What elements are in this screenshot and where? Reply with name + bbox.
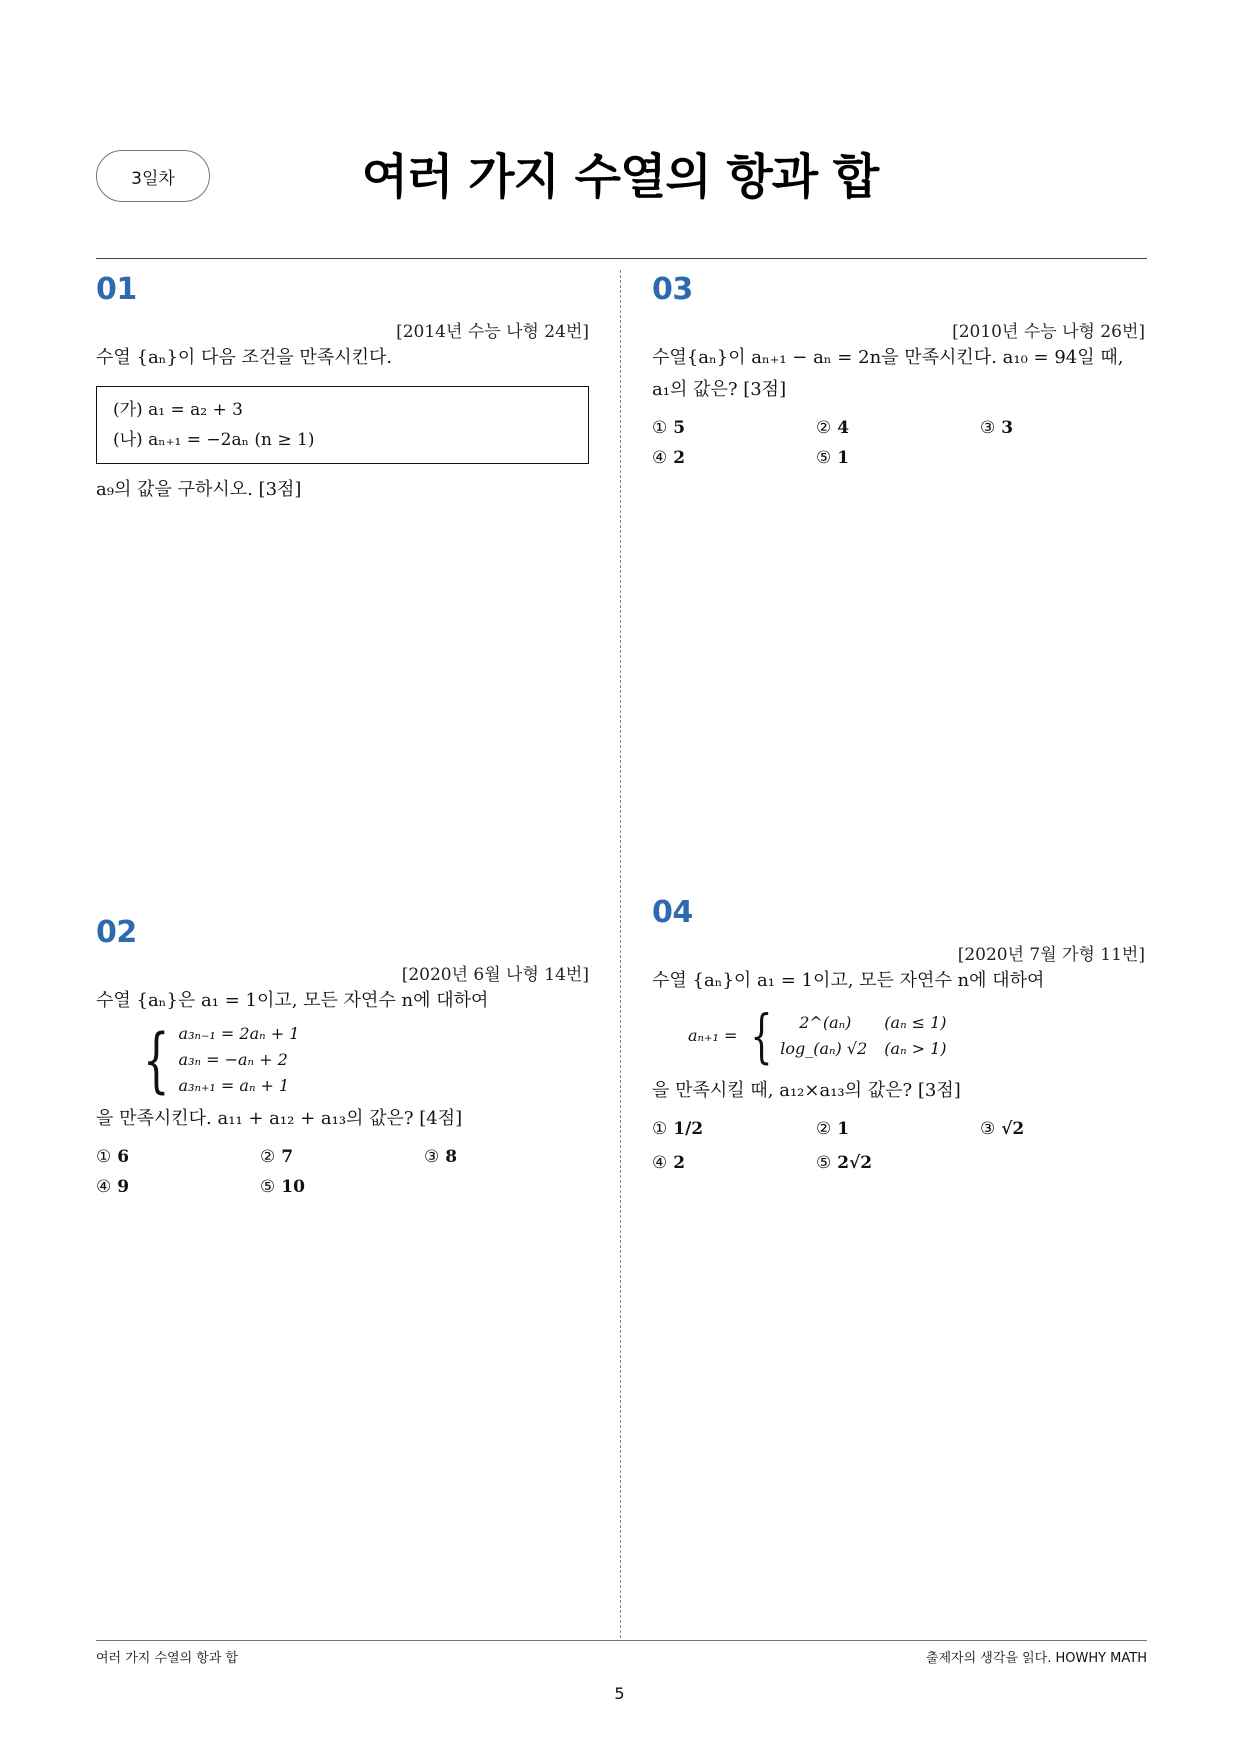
answer-choices bbox=[96, 1147, 589, 1197]
problem-intro: 수열 {aₙ}은 a₁ = 1이고, 모든 자연수 n에 대하여 bbox=[96, 990, 489, 1011]
condition-na: (나) aₙ₊₁ = −2aₙ (n ≥ 1) bbox=[113, 430, 315, 450]
piecewise-lhs: aₙ₊₁ = bbox=[688, 1026, 738, 1045]
choice-value: 5 bbox=[673, 418, 686, 438]
choice-4[interactable] bbox=[652, 1153, 816, 1173]
case-expr: log_(aₙ) √2 bbox=[780, 1039, 868, 1058]
problem-01 bbox=[96, 272, 589, 506]
choice-value: 6 bbox=[117, 1147, 130, 1167]
column-divider bbox=[620, 270, 621, 1638]
problem-source: [2010년 수능 나형 26번] bbox=[952, 322, 1145, 342]
problem-question: a₉의 값을 구하시오. [3점] bbox=[96, 479, 302, 500]
case-line: a₃ₙ₊₁ = aₙ + 1 bbox=[178, 1076, 290, 1095]
problem-intro: 수열{aₙ}이 aₙ₊₁ − aₙ = 2n을 만족시킨다. a₁₀ = 94일 때, bbox=[652, 347, 1124, 368]
choice-value: 8 bbox=[445, 1147, 458, 1167]
footer-divider bbox=[96, 1640, 1147, 1641]
case-expr: 2^(aₙ) bbox=[799, 1013, 852, 1032]
choice-3[interactable] bbox=[424, 1147, 588, 1167]
choice-mark: ① bbox=[652, 418, 668, 438]
left-brace: { bbox=[142, 1019, 170, 1101]
choice-value: 1 bbox=[837, 1119, 850, 1139]
case-line: a₃ₙ = −aₙ + 2 bbox=[178, 1050, 288, 1069]
choice-mark: ② bbox=[260, 1147, 276, 1167]
problem-number: 01 bbox=[96, 272, 137, 307]
choice-2[interactable] bbox=[260, 1147, 424, 1167]
choice-2[interactable] bbox=[816, 1119, 980, 1139]
case-line: a₃ₙ₋₁ = 2aₙ + 1 bbox=[178, 1024, 300, 1043]
problem-03 bbox=[652, 272, 1145, 468]
problem-number: 04 bbox=[652, 895, 693, 930]
problem-number: 03 bbox=[652, 272, 693, 307]
problem-source: [2020년 6월 나형 14번] bbox=[401, 965, 589, 985]
choice-4[interactable] bbox=[96, 1177, 260, 1197]
choice-value: 9 bbox=[117, 1177, 130, 1197]
problem-number: 02 bbox=[96, 915, 137, 950]
choice-mark: ③ bbox=[424, 1147, 440, 1167]
case-cond: (aₙ ≤ 1) bbox=[884, 1013, 947, 1032]
choice-value: 4 bbox=[837, 418, 850, 438]
choice-3[interactable] bbox=[980, 418, 1144, 438]
choice-mark: ① bbox=[96, 1147, 112, 1167]
choice-value: 2 bbox=[673, 1153, 686, 1173]
problem-source: [2020년 7월 가형 11번] bbox=[957, 945, 1145, 965]
problem-04 bbox=[652, 895, 1145, 1173]
choice-mark: ③ bbox=[980, 1119, 996, 1139]
left-brace: { bbox=[750, 1002, 773, 1070]
day-badge: 3일차 bbox=[96, 150, 210, 202]
footer-chapter-title: 여러 가지 수열의 항과 합 bbox=[96, 1651, 239, 1666]
choice-5[interactable] bbox=[816, 1153, 980, 1173]
choice-mark: ⑤ bbox=[816, 1153, 832, 1173]
choice-1[interactable] bbox=[652, 1119, 816, 1139]
problem-intro: 수열 {aₙ}이 a₁ = 1이고, 모든 자연수 n에 대하여 bbox=[652, 970, 1045, 991]
choice-mark: ④ bbox=[96, 1177, 112, 1197]
choice-mark: ① bbox=[652, 1119, 668, 1139]
page-number: 5 bbox=[614, 1684, 625, 1703]
problem-question: 을 만족시킨다. a₁₁ + a₁₂ + a₁₃의 값은? [4점] bbox=[96, 1108, 463, 1129]
choice-4[interactable] bbox=[652, 448, 816, 468]
choice-5[interactable] bbox=[260, 1177, 424, 1197]
choice-mark: ③ bbox=[980, 418, 996, 438]
choice-value: 7 bbox=[281, 1147, 294, 1167]
choice-value: 1 bbox=[837, 448, 850, 468]
header-divider bbox=[96, 258, 1147, 259]
piecewise-definition bbox=[688, 1001, 1145, 1071]
choice-3[interactable] bbox=[980, 1119, 1144, 1139]
choice-value: 1/2 bbox=[673, 1119, 704, 1139]
choice-5[interactable] bbox=[816, 448, 980, 468]
choice-value: 10 bbox=[281, 1177, 305, 1197]
choice-1[interactable] bbox=[652, 418, 816, 438]
choice-value: 3 bbox=[1001, 418, 1014, 438]
choice-mark: ④ bbox=[652, 448, 668, 468]
problem-source: [2014년 수능 나형 24번] bbox=[396, 322, 589, 342]
choice-mark: ⑤ bbox=[260, 1177, 276, 1197]
case-cond: (aₙ > 1) bbox=[884, 1039, 947, 1058]
problem-question: a₁의 값은? [3점] bbox=[652, 379, 787, 400]
choice-mark: ② bbox=[816, 1119, 832, 1139]
answer-choices bbox=[652, 418, 1145, 468]
problem-02 bbox=[96, 915, 589, 1197]
footer-brand: 출제자의 생각을 읽다. HOWHY MATH bbox=[925, 1651, 1147, 1666]
choice-1[interactable] bbox=[96, 1147, 260, 1167]
recurrence-cases bbox=[134, 1021, 589, 1099]
choice-mark: ② bbox=[816, 418, 832, 438]
problem-question: 을 만족시킬 때, a₁₂×a₁₃의 값은? [3점] bbox=[652, 1080, 961, 1101]
answer-choices bbox=[652, 1119, 1145, 1173]
choice-value: √2 bbox=[1001, 1119, 1025, 1139]
choice-mark: ⑤ bbox=[816, 448, 832, 468]
choice-value: 2 bbox=[673, 448, 686, 468]
choice-mark: ④ bbox=[652, 1153, 668, 1173]
condition-box bbox=[96, 386, 589, 464]
page-title: 여러 가지 수열의 항과 합 bbox=[361, 149, 879, 205]
problem-intro: 수열 {aₙ}이 다음 조건을 만족시킨다. bbox=[96, 347, 393, 368]
choice-value: 2√2 bbox=[837, 1153, 873, 1173]
choice-2[interactable] bbox=[816, 418, 980, 438]
condition-ga: (가) a₁ = a₂ + 3 bbox=[113, 400, 243, 420]
